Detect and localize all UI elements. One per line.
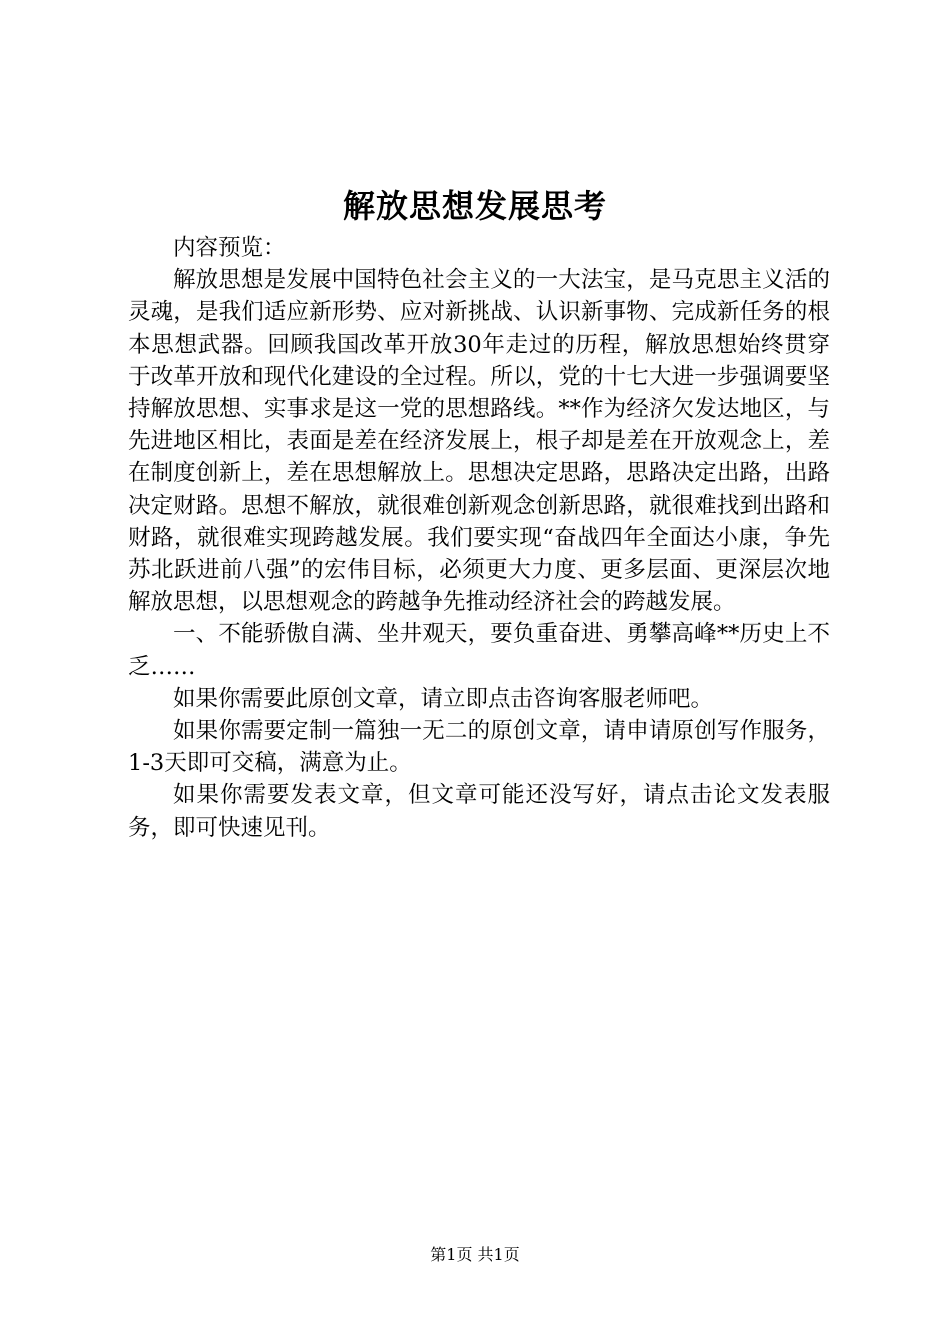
preview-label: 内容预览： xyxy=(173,235,286,261)
document-title: 解放思想发展思考 xyxy=(342,187,607,225)
section-heading-paragraph: 一、不能骄傲自满、坐井观天，要负重奋进、勇攀高峰**历史上不乏…… xyxy=(128,621,830,680)
consult-link-paragraph[interactable]: 如果你需要此原创文章，请立即点击咨询客服老师吧。 xyxy=(173,685,714,712)
custom-writing-paragraph[interactable]: 如果你需要定制一篇独一无二的原创文章，请申请原创写作服务，1-3天即可交稿，满意为止。 xyxy=(128,718,830,777)
page-footer: 第1页 共1页 xyxy=(430,1245,520,1264)
main-paragraph: 解放思想是发展中国特色社会主义的一大法宝，是马克思主义活的灵魂，是我们适应新形势、应对新挑战、认识新事物、完成新任务的根本思想武器。回顾我国改革开放30年走过的历程，解放思想始终贯穿于改革开放和现代化建设的全过程。所以，党的十七大进一步强调要坚持解放思想、实事求是这一党的思想路线。**作为经济欠发达地区，与先进地区相比，表面是差在经济发展上，根子却是差在开放观念上，差在制度创新上，差在思想解放上。思想决定思路，思路决定出路，出路决定财路。思想不解放，就很难创新观念创新思路，就很难找到出路和财路，就很难实现跨越发展。我们要实现“奋战四年全面达小康，争先苏北跃进前八强”的宏伟目标，必须更大力度、更多层面、更深层次地解放思想，以思想观念的跨越争先推动经济社会的跨越发展。 xyxy=(128,267,830,616)
document-body xyxy=(128,232,830,844)
publish-service-paragraph[interactable]: 如果你需要发表文章，但文章可能还没写好，请点击论文发表服务，即可快速见刊。 xyxy=(128,782,830,841)
